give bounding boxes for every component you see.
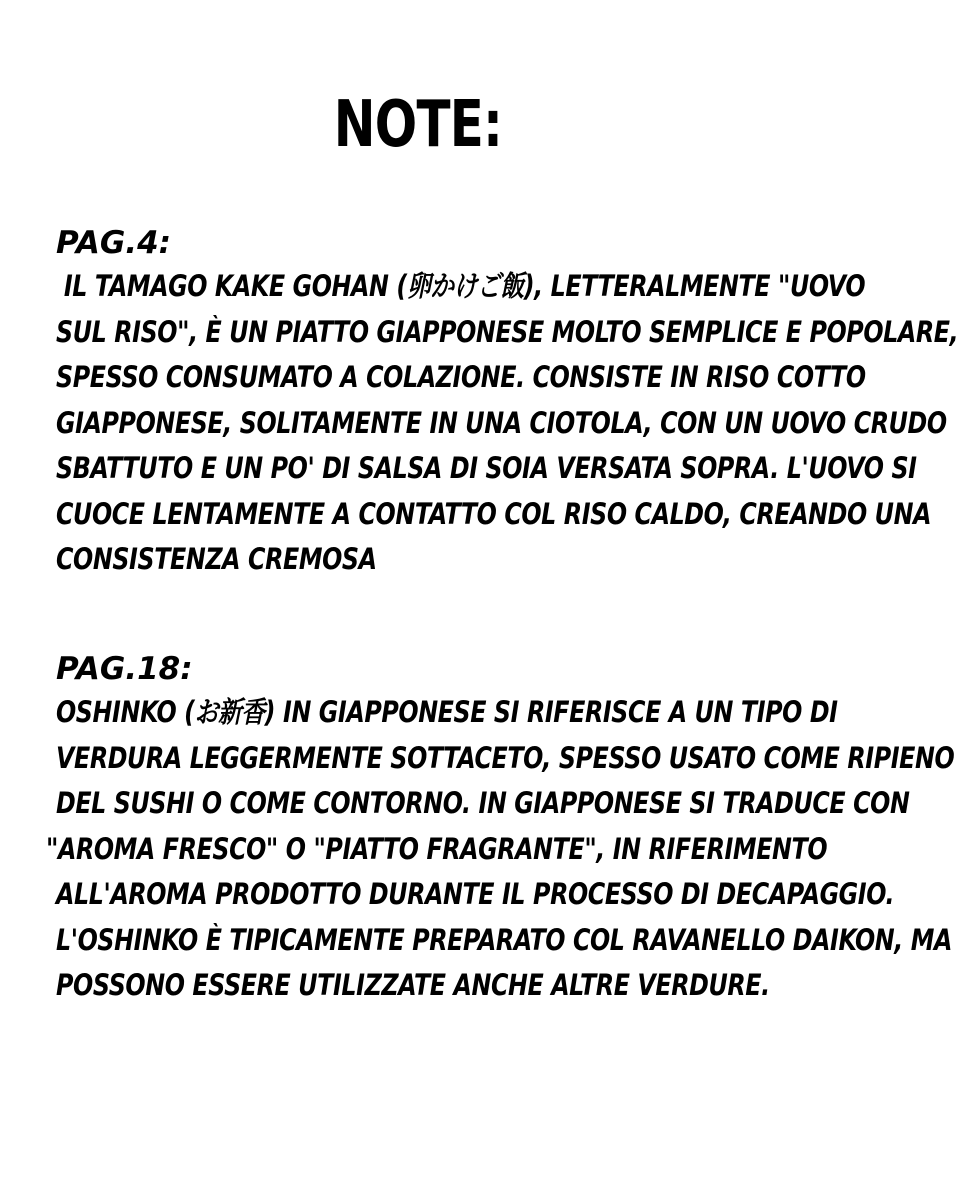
note-block-page-4 (56, 222, 958, 583)
note-text-line: GIAPPONESE, SOLITAMENTE IN UNA CIOTOLA, CON UN UOVO CRUDO (56, 405, 947, 440)
note-text-line: L'OSHINKO È TIPICAMENTE PREPARATO COL RAVANELLO DAIKON, MA (56, 922, 953, 957)
note-text-line: POSSONO ESSERE UTILIZZATE ANCHE ALTRE VERDURE. (56, 968, 770, 1002)
note-text-line: SUL RISO", È UN PIATTO GIAPPONESE MOLTO SEMPLICE E POPOLARE, (56, 314, 958, 349)
note-text-line: ALL'AROMA PRODOTTO DURANTE IL PROCESSO DI DECAPAGGIO. (56, 877, 895, 911)
page-title: NOTE: (333, 88, 503, 162)
note-text-line: DEL SUSHI O COME CONTORNO. IN GIAPPONESE SI TRADUCE CON (56, 786, 910, 820)
note-text-line: SBATTUTO E UN PO' DI SALSA DI SOIA VERSATA SOPRA. L'UOVO SI (56, 451, 917, 485)
note-text-line: VERDURA LEGGERMENTE SOTTACETO, SPESSO USATO COME RIPIENO (56, 740, 955, 775)
note-block-page-18 (46, 648, 955, 1009)
note-text-line: "AROMA FRESCO" O "PIATTO FRAGRANTE", IN RIFERIMENTO (46, 831, 828, 866)
note-page-reference: PAG.18: (56, 651, 193, 687)
note-text-line: CUOCE LENTAMENTE A CONTATTO COL RISO CALDO, CREANDO UNA (56, 496, 932, 531)
note-text-line: CONSISTENZA CREMOSA (56, 542, 377, 576)
note-page-reference: PAG.4: (56, 225, 172, 261)
note-text-line: OSHINKO (お新香) IN GIAPPONESE SI RIFERISCE A UN TIPO DI (56, 695, 838, 729)
note-text-line: SPESSO CONSUMATO A COLAZIONE. CONSISTE IN RISO COTTO (56, 360, 866, 394)
note-text-line: IL TAMAGO KAKE GOHAN (卵かけご飯), LETTERALMENTE "UOVO (56, 269, 866, 303)
